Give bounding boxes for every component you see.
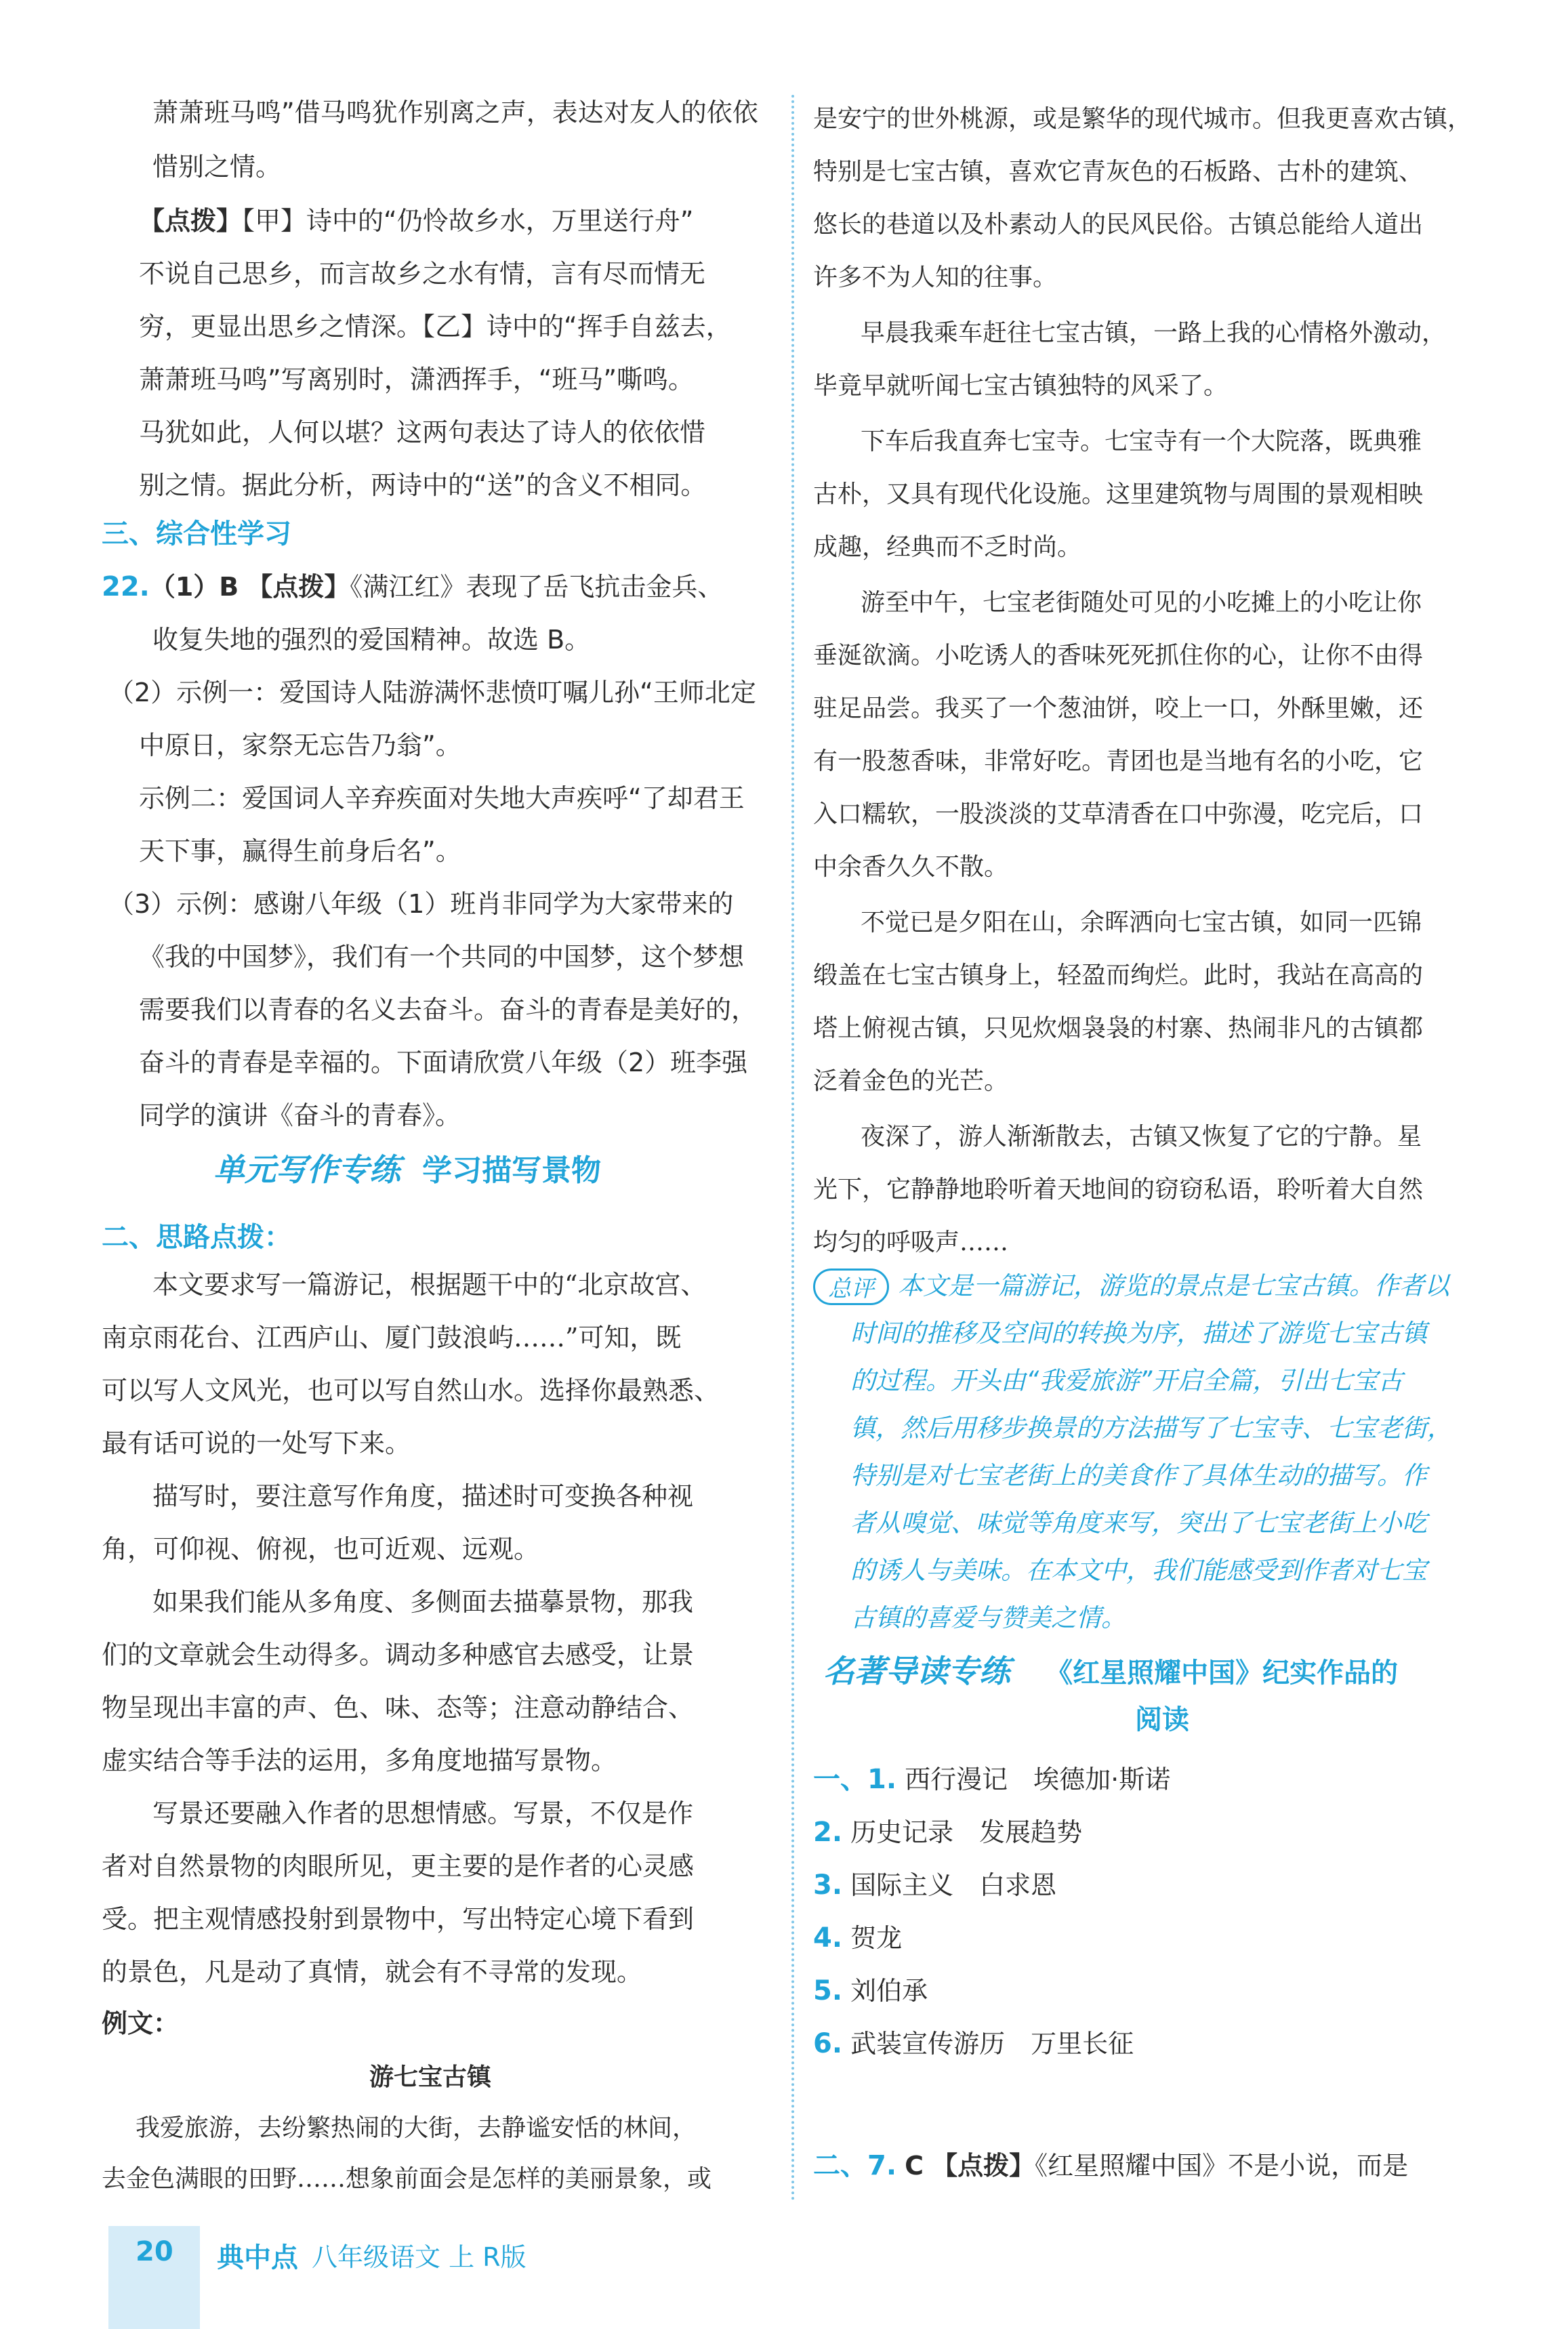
guide-line: 描写时，要注意写作角度，描述时可变换各种视 (152, 1481, 694, 1511)
essay-line: 不觉已是夕阳在山，余晖洒向七宝古镇，如同一匹锦 (861, 909, 1422, 936)
essay-line: 成趣，经典而不乏时尚。 (813, 533, 1082, 561)
footer-book: 八年级语文 上 R版 (312, 2242, 527, 2272)
review-line: 者从嗅觉、味觉等角度来写，突出了七宝老街上小吃 (850, 1508, 1427, 1538)
tip-label: 【点拨】 (932, 2151, 1035, 2181)
guide-line: 角，可仰视、俯视，也可近观、远观。 (102, 1534, 540, 1564)
essay-line: 毕竟早就听闻七宝古镇独特的风采了。 (813, 372, 1229, 400)
tip-paragraph: 【点拨】【甲】诗中的“仍怜故乡水，万里送行舟” (139, 206, 694, 236)
q22-line: 奋斗的青春是幸福的。下面请欣赏八年级（2）班李强 (139, 1048, 748, 1077)
q22-line: 天下事，赢得生前身后名”。 (139, 836, 461, 866)
guide-line: 可以写人文风光，也可以写自然山水。选择你最熟悉、 (102, 1376, 720, 1405)
review-line: 特别是对七宝老街上的美食作了具体生动的描写。作 (850, 1461, 1427, 1490)
guide-line: 者对自然景物的肉眼所见，更主要的是作者的心灵感 (102, 1851, 695, 1881)
answer-item: 4. 贺龙 (813, 1922, 903, 1954)
page-number: 20 (136, 2236, 173, 2267)
answer-item: 一、1. 西行漫记 埃德加·斯诺 (813, 1764, 1171, 1795)
review-line: 古镇的喜爱与赞美之情。 (850, 1603, 1126, 1632)
guide-line: 的景色，凡是动了真情，就会有不寻常的发现。 (102, 1957, 643, 1987)
question-number: 22. (102, 571, 150, 602)
q22-line: 同学的演讲《奋斗的青春》。 (139, 1100, 461, 1130)
review-line: 的过程。开头由“我爱旅游”开启全篇，引出七宝古 (850, 1366, 1403, 1395)
review-line: 本文是一篇游记，游览的景点是七宝古镇。作者以 (898, 1271, 1449, 1300)
guide-line: 受。把主观情感投射到景物中，写出特定心境下看到 (102, 1904, 695, 1934)
essay-line: 光下，它静静地聆听着天地间的窃窃私语，聆听着大自然 (813, 1176, 1424, 1203)
q22-line: 需要我们以青春的名义去奋斗。奋斗的青春是美好的， (139, 995, 758, 1025)
essay-line: 古朴，又具有现代化设施。这里建筑物与周围的景观相映 (813, 480, 1424, 508)
essay-line: 游至中午，七宝老街随处可见的小吃摊上的小吃让你 (861, 589, 1422, 617)
q22-line: 《我的中国梦》，我们有一个共同的中国梦，这个梦想 (139, 942, 745, 972)
q22-line: （3）示例：感谢八年级（1）班肖非同学为大家带来的 (108, 889, 734, 919)
guide-line: 如果我们能从多角度、多侧面去描摹景物，那我 (152, 1587, 694, 1617)
prev-answer-line: 惜别之情。 (152, 152, 282, 182)
section-heading: 三、综合性学习 (102, 518, 291, 550)
essay-line: 缎盖在七宝古镇身上，轻盈而绚烂。此时，我站在高高的 (813, 962, 1424, 989)
guide-subtitle: 《红星照耀中国》纪实作品的 (1046, 1657, 1399, 1689)
tip-label: 【点拨】 (139, 206, 243, 236)
review-line: 时间的推移及空间的转换为序，描述了游览七宝古镇 (850, 1319, 1427, 1348)
essay-line: 垂涎欲滴。小吃诱人的香味死死抓住你的心，让你不由得 (813, 642, 1424, 669)
essay-line: 中余香久久不散。 (813, 853, 1009, 881)
tip-line: 马犹如此，人何以堪？这两句表达了诗人的依依惜 (139, 417, 706, 447)
q22-line: 示例二：爱国词人辛弃疾面对失地大声疾呼“了却君王 (139, 783, 745, 813)
answer-item: 6. 武装宣传游历 万里长征 (813, 2028, 1134, 2059)
review-line: 镇，然后用移步换景的方法描写了七宝寺、七宝老街， (850, 1414, 1452, 1443)
q22-line: 收复失地的强烈的爱国精神。故选 B。 (152, 625, 591, 655)
tip-line: 不说自己思乡，而言故乡之水有情，言有尽而情无 (139, 259, 706, 289)
essay-line: 塔上俯视古镇，只见炊烟袅袅的村寨、热闹非凡的古镇都 (813, 1014, 1424, 1042)
guide-line: 南京雨花台、江西庐山、厦门鼓浪屿……”可知，既 (102, 1323, 682, 1353)
guide-line: 本文要求写一篇游记，根据题干中的“北京故宫、 (152, 1270, 707, 1300)
essay-line: 均匀的呼吸声…… (813, 1229, 1009, 1256)
essay-line: 夜深了，游人渐渐散去，古镇又恢复了它的宁静。星 (861, 1123, 1422, 1151)
tip-line: 穷，更显出思乡之情深。【乙】诗中的“挥手自兹去， (139, 312, 732, 342)
essay-line: 是安宁的世外桃源，或是繁华的现代城市。但我更喜欢古镇， (813, 105, 1472, 133)
answer-item: 2. 历史记录 发展趋势 (813, 1817, 1083, 1848)
q22-line: 22.（1）B 【点拨】《满江红》表现了岳飞抗击金兵、 (102, 571, 724, 602)
essay-line: 去金色满眼的田野……想象前面会是怎样的美丽景象，或 (102, 2165, 712, 2193)
review-badge: 总评 (813, 1269, 889, 1305)
example-label: 例文： (102, 2008, 180, 2038)
essay-line: 入口糯软，一股淡淡的艾草清香在口中弥漫，吃完后，口 (813, 800, 1424, 828)
q22-line: 中原日，家祭无忘告乃翁”。 (139, 730, 461, 760)
essay-line: 泛着金色的光芒。 (813, 1067, 1009, 1095)
essay-line: 悠长的巷道以及朴素动人的民风民俗。古镇总能给人道出 (813, 211, 1424, 239)
guide-subtitle: 阅读 (1135, 1704, 1189, 1735)
answer-item: 5. 刘伯承 (813, 1975, 928, 2006)
section-heading: 二、思路点拨： (102, 1222, 291, 1253)
unit-heading (213, 1152, 601, 1189)
answer-item: 3. 国际主义 白求恩 (813, 1870, 1057, 1901)
essay-line: 下车后我直奔七宝寺。七宝寺有一个大院落，既典雅 (861, 428, 1422, 455)
prev-answer-line: 萧萧班马鸣”借马鸣犹作别离之声，表达对友人的依依 (152, 98, 758, 127)
tip-label: 【点拨】 (247, 572, 350, 602)
unit-title: 单元写作专练 (213, 1151, 400, 1188)
unit-subtitle: 学习描写景物 (422, 1153, 602, 1188)
essay-line: 驻足品尝。我买了一个葱油饼，咬上一口，外酥里嫩，还 (813, 695, 1424, 722)
tip-line: 萧萧班马鸣”写离别时，潇洒挥手，“班马”嘶鸣。 (139, 365, 695, 394)
essay-line: 许多不为人知的往事。 (813, 264, 1058, 291)
guide-line: 物呈现出丰富的声、色、味、态等；注意动静结合、 (102, 1693, 695, 1723)
essay-line: 有一股葱香味，非常好吃。青团也是当地有名的小吃，它 (813, 747, 1424, 775)
review-line: 的诱人与美味。在本文中，我们能感受到作者对七宝 (850, 1556, 1427, 1585)
guide-line: 虚实结合等手法的运用，多角度地描写景物。 (102, 1746, 617, 1775)
footer-brand: 典中点 (217, 2242, 298, 2273)
guide-title: 名著导读专练 (823, 1653, 1010, 1689)
q7-line: 二、7. C 【点拨】《红星照耀中国》不是小说，而是 (813, 2150, 1409, 2181)
essay-line: 特别是七宝古镇，喜欢它青灰色的石板路、古朴的建筑、 (813, 158, 1424, 186)
column-divider (791, 95, 794, 2202)
guide-line: 写景还要融入作者的思想情感。写景，不仅是作 (152, 1798, 694, 1828)
essay-line: 我爱旅游，去纷繁热闹的大街，去静谧安恬的林间， (136, 2114, 697, 2142)
guide-heading (823, 1653, 1398, 1691)
tip-line: 别之情。据此分析，两诗中的“送”的含义不相同。 (139, 470, 707, 500)
essay-title: 游七宝古镇 (369, 2063, 492, 2091)
guide-line: 们的文章就会生动得多。调动多种感官去感受，让景 (102, 1640, 695, 1670)
essay-line: 早晨我乘车赶往七宝古镇，一路上我的心情格外激动， (861, 319, 1447, 347)
q22-line: （2）示例一：爱国诗人陆游满怀悲愤叮嘱儿孙“王师北定 (108, 678, 756, 707)
guide-line: 最有话可说的一处写下来。 (102, 1428, 411, 1458)
